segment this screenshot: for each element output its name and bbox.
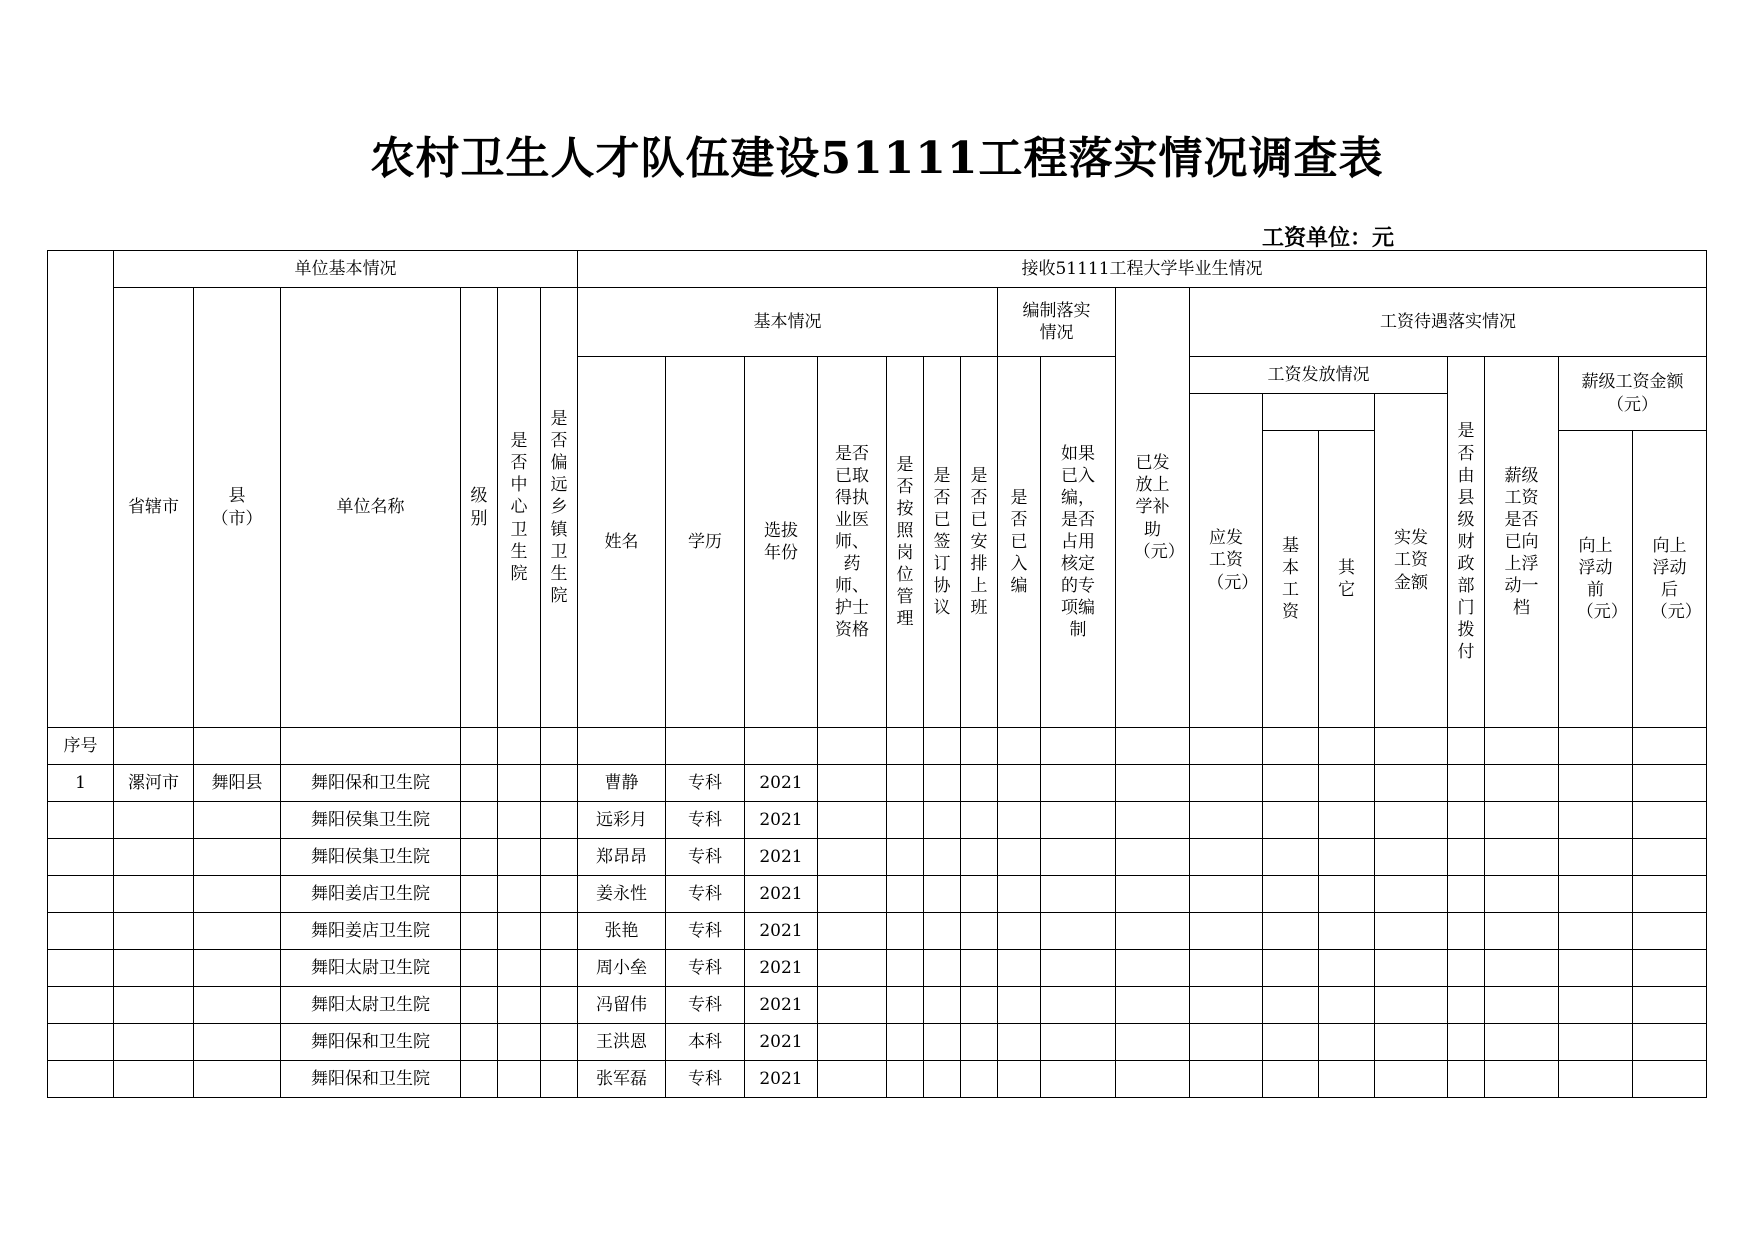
seq-header-blank: [48, 251, 114, 728]
unit-name-cell: 舞阳姜店卫生院: [281, 876, 461, 913]
seq-header: 序号: [48, 728, 114, 765]
empty-cell: [1116, 913, 1190, 950]
name-cell: 冯留伟: [578, 987, 666, 1024]
empty-cell: [1375, 987, 1448, 1024]
table-row: [48, 913, 1707, 950]
empty-cell: [887, 765, 924, 802]
education-cell: 专科: [666, 950, 745, 987]
empty-cell: [818, 802, 887, 839]
county-cell: 舞阳县: [194, 765, 281, 802]
empty-cell: [1375, 950, 1448, 987]
empty-cell: [461, 839, 498, 876]
empty-cell: [1190, 839, 1263, 876]
seq-cell: [48, 802, 114, 839]
actual-wage-header: 实发工资金额: [1375, 394, 1448, 728]
table-row: [48, 765, 1707, 802]
payable-wage-header: 应发工资（元）: [1190, 394, 1263, 728]
wage-sub-blank: [1263, 394, 1375, 431]
arranged-work-header: 是否已安排上班: [961, 357, 998, 728]
education-cell: 专科: [666, 913, 745, 950]
empty-cell: [1559, 765, 1633, 802]
empty-cell: [1559, 876, 1633, 913]
other-header: 其它: [1319, 431, 1375, 728]
empty-cell: [1485, 802, 1559, 839]
year-cell: 2021: [745, 987, 818, 1024]
empty-cell: [1190, 765, 1263, 802]
empty-cell: [1116, 987, 1190, 1024]
empty-cell: [1633, 839, 1707, 876]
empty-cell: [924, 765, 961, 802]
level-header: 级别: [461, 288, 498, 728]
education-cell: 专科: [666, 839, 745, 876]
county-cell: [194, 1061, 281, 1098]
name-cell: 郑昂昂: [578, 839, 666, 876]
empty-cell: [1559, 913, 1633, 950]
empty-cell: [1116, 802, 1190, 839]
empty-cell: [1041, 950, 1116, 987]
empty-cell: [1448, 876, 1485, 913]
education-header: 学历: [666, 357, 745, 728]
unit-name-cell: 舞阳保和卫生院: [281, 765, 461, 802]
empty-cell: [498, 802, 541, 839]
unit-name-header: 单位名称: [281, 288, 461, 728]
empty-cell: [998, 1061, 1041, 1098]
empty-cell: [498, 1024, 541, 1061]
empty-cell: [924, 950, 961, 987]
year-cell: 2021: [745, 876, 818, 913]
education-cell: 专科: [666, 987, 745, 1024]
empty-cell: [1448, 987, 1485, 1024]
table-row: [48, 1024, 1707, 1061]
empty-cell: [1116, 950, 1190, 987]
empty-cell: [1319, 1061, 1375, 1098]
name-cell: 王洪恩: [578, 1024, 666, 1061]
county-cell: [194, 876, 281, 913]
empty-cell: [1319, 802, 1375, 839]
empty-cell: [1041, 1061, 1116, 1098]
empty-cell: [887, 1061, 924, 1098]
empty-cell: [924, 987, 961, 1024]
table-row: [48, 802, 1707, 839]
education-cell: 专科: [666, 876, 745, 913]
empty-cell: [998, 765, 1041, 802]
empty-cell: [998, 913, 1041, 950]
empty-cell: [1263, 765, 1319, 802]
salary-amount-header: 薪级工资金额（元）: [1559, 357, 1707, 431]
empty-cell: [998, 1024, 1041, 1061]
empty-cell: [998, 802, 1041, 839]
empty-cell: [1448, 950, 1485, 987]
seq-cell: [48, 913, 114, 950]
name-header: 姓名: [578, 357, 666, 728]
seq-cell: [48, 950, 114, 987]
survey-table: [47, 250, 1707, 1098]
empty-cell: [461, 876, 498, 913]
graduates-header: 接收51111工程大学毕业生情况: [578, 251, 1707, 288]
empty-cell: [998, 876, 1041, 913]
empty-cell: [1375, 765, 1448, 802]
empty-cell: [961, 950, 998, 987]
table-row: [48, 839, 1707, 876]
empty-cell: [541, 765, 578, 802]
empty-cell: [1116, 1061, 1190, 1098]
seq-cell: [48, 987, 114, 1024]
empty-cell: [1263, 950, 1319, 987]
empty-cell: [887, 802, 924, 839]
empty-cell: [1319, 950, 1375, 987]
province-city-header: 省辖市: [114, 288, 194, 728]
is-remote-header: 是否偏远乡镇卫生院: [541, 288, 578, 728]
empty-cell: [1116, 876, 1190, 913]
empty-cell: [887, 1024, 924, 1061]
county-cell: [194, 802, 281, 839]
empty-cell: [1559, 839, 1633, 876]
empty-cell: [1041, 913, 1116, 950]
empty-cell: [1190, 876, 1263, 913]
city-cell: [114, 913, 194, 950]
empty-cell: [498, 1061, 541, 1098]
empty-cell: [961, 913, 998, 950]
empty-cell: [1633, 802, 1707, 839]
empty-cell: [818, 765, 887, 802]
empty-cell: [1263, 876, 1319, 913]
empty-cell: [1633, 913, 1707, 950]
city-cell: [114, 839, 194, 876]
city-cell: [114, 1061, 194, 1098]
seq-cell: [48, 1024, 114, 1061]
empty-cell: [1485, 839, 1559, 876]
empty-cell: [1633, 1024, 1707, 1061]
empty-cell: [924, 802, 961, 839]
empty-cell: [461, 987, 498, 1024]
empty-cell: [961, 839, 998, 876]
empty-cell: [1633, 765, 1707, 802]
data-rows: [48, 765, 1707, 1098]
basic-wage-header: 基本工资: [1263, 431, 1319, 728]
empty-cell: [998, 839, 1041, 876]
empty-cell: [1559, 987, 1633, 1024]
unit-basic-header: 单位基本情况: [114, 251, 578, 288]
unit-name-cell: 舞阳保和卫生院: [281, 1061, 461, 1098]
empty-cell: [1485, 913, 1559, 950]
year-cell: 2021: [745, 1061, 818, 1098]
year-cell: 2021: [745, 913, 818, 950]
page-title: 农村卫生人才队伍建设51111工程落实情况调查表: [370, 133, 1384, 184]
empty-cell: [1041, 1024, 1116, 1061]
empty-cell: [461, 802, 498, 839]
year-cell: 2021: [745, 765, 818, 802]
in-staff-header: 是否已入编: [998, 357, 1041, 728]
table-row: [48, 876, 1707, 913]
after-raise-header: 向上浮动后（元）: [1633, 431, 1707, 728]
subsidy-header: 已发放上学补助（元）: [1116, 288, 1190, 728]
empty-cell: [541, 876, 578, 913]
year-cell: 2021: [745, 839, 818, 876]
empty-cell: [1319, 913, 1375, 950]
unit-name-cell: 舞阳保和卫生院: [281, 1024, 461, 1061]
empty-cell: [924, 1061, 961, 1098]
empty-cell: [461, 1061, 498, 1098]
empty-cell: [924, 876, 961, 913]
header-row-2: [48, 288, 1707, 357]
empty-cell: [1448, 765, 1485, 802]
empty-cell: [1485, 765, 1559, 802]
empty-cell: [961, 987, 998, 1024]
empty-cell: [1263, 1061, 1319, 1098]
empty-cell: [1633, 1061, 1707, 1098]
empty-cell: [887, 839, 924, 876]
name-cell: 曹静: [578, 765, 666, 802]
empty-cell: [1485, 950, 1559, 987]
empty-cell: [541, 802, 578, 839]
empty-cell: [818, 839, 887, 876]
empty-cell: [961, 802, 998, 839]
selection-year-header: 选拔年份: [745, 357, 818, 728]
basic-info-header: 基本情况: [578, 288, 998, 357]
education-cell: 本科: [666, 1024, 745, 1061]
seq-cell: 1: [48, 765, 114, 802]
city-cell: [114, 987, 194, 1024]
empty-cell: [1485, 987, 1559, 1024]
empty-cell: [887, 987, 924, 1024]
education-cell: 专科: [666, 765, 745, 802]
special-staff-header: 如果已入编，是否占用核定的专项编制: [1041, 357, 1116, 728]
empty-cell: [461, 950, 498, 987]
empty-cell: [1448, 1061, 1485, 1098]
header-row-1: [48, 251, 1707, 288]
empty-cell: [887, 950, 924, 987]
empty-cell: [1041, 765, 1116, 802]
education-cell: 专科: [666, 1061, 745, 1098]
county-finance-header: 是否由县级财政部门拨付: [1448, 357, 1485, 728]
table-row: [48, 987, 1707, 1024]
empty-cell: [498, 839, 541, 876]
city-cell: [114, 876, 194, 913]
name-cell: 远彩月: [578, 802, 666, 839]
empty-cell: [1485, 1061, 1559, 1098]
empty-cell: [498, 987, 541, 1024]
empty-cell: [1633, 950, 1707, 987]
empty-cell: [1485, 1024, 1559, 1061]
empty-cell: [1448, 1024, 1485, 1061]
empty-cell: [541, 839, 578, 876]
empty-cell: [1263, 1024, 1319, 1061]
empty-cell: [818, 987, 887, 1024]
empty-cell: [1319, 1024, 1375, 1061]
empty-cell: [498, 765, 541, 802]
empty-cell: [1319, 839, 1375, 876]
empty-cell: [541, 913, 578, 950]
county-cell: [194, 987, 281, 1024]
empty-cell: [541, 1024, 578, 1061]
empty-cell: [1448, 913, 1485, 950]
empty-cell: [461, 913, 498, 950]
empty-cell: [541, 1061, 578, 1098]
empty-cell: [1263, 802, 1319, 839]
staffing-header: 编制落实情况: [998, 288, 1116, 357]
is-center-header: 是否中心卫生院: [498, 288, 541, 728]
name-cell: 周小垒: [578, 950, 666, 987]
empty-cell: [924, 1024, 961, 1061]
unit-name-cell: 舞阳太尉卫生院: [281, 950, 461, 987]
empty-cell: [818, 1061, 887, 1098]
city-cell: [114, 802, 194, 839]
empty-cell: [1319, 876, 1375, 913]
unit-name-cell: 舞阳侯集卫生院: [281, 802, 461, 839]
year-cell: 2021: [745, 950, 818, 987]
empty-cell: [1116, 839, 1190, 876]
empty-cell: [998, 987, 1041, 1024]
empty-cell: [818, 1024, 887, 1061]
empty-cell: [1375, 876, 1448, 913]
empty-cell: [887, 876, 924, 913]
empty-cell: [1633, 987, 1707, 1024]
empty-cell: [1485, 876, 1559, 913]
wage-unit-label: 工资单位：元: [1262, 225, 1395, 251]
before-raise-header: 向上浮动前（元）: [1559, 431, 1633, 728]
table-row: [48, 1061, 1707, 1098]
empty-cell: [1263, 987, 1319, 1024]
city-cell: [114, 950, 194, 987]
empty-cell: [1319, 765, 1375, 802]
empty-cell: [498, 950, 541, 987]
empty-cell: [1116, 765, 1190, 802]
empty-cell: [1041, 802, 1116, 839]
education-cell: 专科: [666, 802, 745, 839]
post-management-header: 是否按照岗位管理: [887, 357, 924, 728]
empty-cell: [924, 913, 961, 950]
year-cell: 2021: [745, 1024, 818, 1061]
empty-cell: [1116, 1024, 1190, 1061]
county-cell: [194, 839, 281, 876]
empty-cell: [498, 876, 541, 913]
empty-cell: [1190, 1061, 1263, 1098]
empty-cell: [461, 1024, 498, 1061]
seq-label-row: [48, 728, 1707, 765]
empty-cell: [1190, 802, 1263, 839]
empty-cell: [1190, 1024, 1263, 1061]
empty-cell: [1559, 1024, 1633, 1061]
empty-cell: [1375, 802, 1448, 839]
wage-treatment-header: 工资待遇落实情况: [1190, 288, 1707, 357]
empty-cell: [1375, 1061, 1448, 1098]
empty-cell: [1559, 802, 1633, 839]
empty-cell: [1375, 913, 1448, 950]
empty-cell: [818, 913, 887, 950]
empty-cell: [924, 839, 961, 876]
name-cell: 张军磊: [578, 1061, 666, 1098]
empty-cell: [1190, 913, 1263, 950]
empty-cell: [498, 913, 541, 950]
salary-raise-header: 薪级工资是否已向上浮动一档: [1485, 357, 1559, 728]
county-header: 县（市）: [194, 288, 281, 728]
table-row: [48, 950, 1707, 987]
seq-cell: [48, 1061, 114, 1098]
seq-cell: [48, 839, 114, 876]
name-cell: 姜永性: [578, 876, 666, 913]
empty-cell: [887, 913, 924, 950]
empty-cell: [818, 950, 887, 987]
empty-cell: [961, 1024, 998, 1061]
empty-cell: [1263, 839, 1319, 876]
seq-cell: [48, 876, 114, 913]
empty-cell: [1041, 839, 1116, 876]
county-cell: [194, 1024, 281, 1061]
county-cell: [194, 950, 281, 987]
empty-cell: [1375, 1024, 1448, 1061]
empty-cell: [961, 1061, 998, 1098]
year-cell: 2021: [745, 802, 818, 839]
empty-cell: [1448, 802, 1485, 839]
empty-cell: [1559, 950, 1633, 987]
empty-cell: [961, 765, 998, 802]
empty-cell: [1633, 876, 1707, 913]
empty-cell: [1319, 987, 1375, 1024]
empty-cell: [461, 765, 498, 802]
unit-name-cell: 舞阳太尉卫生院: [281, 987, 461, 1024]
qualification-header: 是否已取得执业医师、药师、护士资格: [818, 357, 887, 728]
agreement-header: 是否已签订协议: [924, 357, 961, 728]
wage-payment-header: 工资发放情况: [1190, 357, 1448, 394]
unit-name-cell: 舞阳姜店卫生院: [281, 913, 461, 950]
empty-cell: [1041, 876, 1116, 913]
county-cell: [194, 913, 281, 950]
empty-cell: [998, 950, 1041, 987]
empty-cell: [818, 876, 887, 913]
name-cell: 张艳: [578, 913, 666, 950]
empty-cell: [961, 876, 998, 913]
unit-name-cell: 舞阳侯集卫生院: [281, 839, 461, 876]
empty-cell: [541, 950, 578, 987]
empty-cell: [1263, 913, 1319, 950]
empty-cell: [1190, 950, 1263, 987]
empty-cell: [1375, 839, 1448, 876]
empty-cell: [1041, 987, 1116, 1024]
city-cell: 漯河市: [114, 765, 194, 802]
empty-cell: [541, 987, 578, 1024]
city-cell: [114, 1024, 194, 1061]
empty-cell: [1559, 1061, 1633, 1098]
empty-cell: [1448, 839, 1485, 876]
empty-cell: [1190, 987, 1263, 1024]
